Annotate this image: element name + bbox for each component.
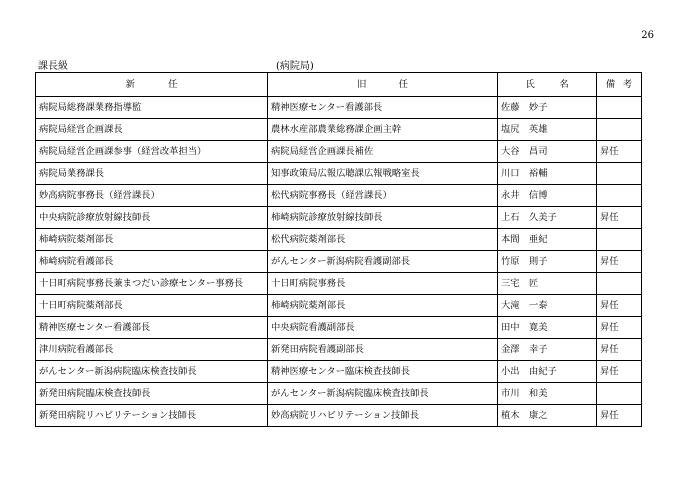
- cell-old-post: がんセンター新潟病院看護副部長: [268, 251, 498, 273]
- table-row: [36, 163, 642, 185]
- table-row: [36, 383, 642, 405]
- table-row: [36, 97, 642, 119]
- table-row: [36, 251, 642, 273]
- cell-name: 小出 由紀子: [498, 361, 597, 383]
- table-row: [36, 141, 642, 163]
- cell-remarks: [597, 273, 642, 295]
- cell-old-post: 松代病院薬剤部長: [268, 229, 498, 251]
- cell-old-post: 農林水産部農業総務課企画主幹: [268, 119, 498, 141]
- personnel-table: [35, 72, 642, 427]
- table-row: [36, 229, 642, 251]
- page-number: 26: [641, 30, 654, 41]
- table-row: [36, 405, 642, 427]
- cell-name: 上石 久美子: [498, 207, 597, 229]
- cell-old-post: 新発田病院看護副部長: [268, 339, 498, 361]
- cell-name: 川口 裕輔: [498, 163, 597, 185]
- cell-old-post: 精神医療センター臨床検査技師長: [268, 361, 498, 383]
- cell-name: 三宅 匠: [498, 273, 597, 295]
- cell-new-post: 病院局経営企画課長: [36, 119, 268, 141]
- cell-old-post: 松代病院事務長（経営課長）: [268, 185, 498, 207]
- header-old-post: 旧 任: [268, 73, 498, 97]
- cell-new-post: 妙高病院事務長（経営課長）: [36, 185, 268, 207]
- cell-remarks: 昇任: [597, 141, 642, 163]
- cell-new-post: 中央病院診療放射線技師長: [36, 207, 268, 229]
- table-row: [36, 339, 642, 361]
- cell-remarks: 昇任: [597, 361, 642, 383]
- cell-remarks: 昇任: [597, 207, 642, 229]
- header-name: 氏 名: [498, 73, 597, 97]
- cell-name: 大滝 一泰: [498, 295, 597, 317]
- cell-old-post: 知事政策局広報広聴課広報戦略室長: [268, 163, 498, 185]
- cell-new-post: 柿崎病院薬剤部長: [36, 229, 268, 251]
- cell-name: 竹原 則子: [498, 251, 597, 273]
- cell-name: 田中 寛美: [498, 317, 597, 339]
- section-label: 課長級: [38, 61, 68, 72]
- cell-name: 植木 康之: [498, 405, 597, 427]
- cell-remarks: 昇任: [597, 295, 642, 317]
- table-row: [36, 207, 642, 229]
- cell-remarks: [597, 119, 642, 141]
- cell-remarks: 昇任: [597, 251, 642, 273]
- header-remarks: 備 考: [597, 73, 642, 97]
- cell-remarks: [597, 383, 642, 405]
- cell-new-post: 新発田病院リハビリテーション技師長: [36, 405, 268, 427]
- cell-remarks: 昇任: [597, 339, 642, 361]
- cell-old-post: 妙高病院リハビリテーション技師長: [268, 405, 498, 427]
- table-row: [36, 119, 642, 141]
- cell-new-post: 十日町病院薬剤部長: [36, 295, 268, 317]
- cell-new-post: がんセンター新潟病院臨床検査技師長: [36, 361, 268, 383]
- cell-new-post: 病院局経営企画課参事（経営改革担当）: [36, 141, 268, 163]
- cell-name: 金澤 幸子: [498, 339, 597, 361]
- cell-old-post: 十日町病院事務長: [268, 273, 498, 295]
- header-new-post: 新 任: [36, 73, 268, 97]
- cell-old-post: がんセンター新潟病院臨床検査技師長: [268, 383, 498, 405]
- cell-remarks: [597, 163, 642, 185]
- cell-new-post: 新発田病院臨床検査技師長: [36, 383, 268, 405]
- cell-old-post: 精神医療センター看護部長: [268, 97, 498, 119]
- cell-name: 佐藤 妙子: [498, 97, 597, 119]
- cell-remarks: 昇任: [597, 317, 642, 339]
- table-row: [36, 273, 642, 295]
- cell-name: 市川 和美: [498, 383, 597, 405]
- cell-new-post: 病院局業務課長: [36, 163, 268, 185]
- cell-old-post: 中央病院看護副部長: [268, 317, 498, 339]
- table-row: [36, 361, 642, 383]
- cell-old-post: 柿崎病院診療放射線技師長: [268, 207, 498, 229]
- cell-name: 大谷 昌司: [498, 141, 597, 163]
- cell-old-post: 病院局経営企画課長補佐: [268, 141, 498, 163]
- table-header-row: [36, 73, 642, 97]
- cell-name: 永井 信博: [498, 185, 597, 207]
- cell-new-post: 柿崎病院看護部長: [36, 251, 268, 273]
- cell-remarks: 昇任: [597, 405, 642, 427]
- table-row: [36, 317, 642, 339]
- cell-name: 本間 亜紀: [498, 229, 597, 251]
- cell-remarks: [597, 229, 642, 251]
- cell-name: 塩尻 英雄: [498, 119, 597, 141]
- cell-remarks: [597, 185, 642, 207]
- cell-old-post: 柿崎病院薬剤部長: [268, 295, 498, 317]
- table-row: [36, 185, 642, 207]
- cell-new-post: 津川病院看護部長: [36, 339, 268, 361]
- cell-new-post: 十日町病院事務長兼まつだい診療センター事務長: [36, 273, 268, 295]
- cell-new-post: 精神医療センター看護部長: [36, 317, 268, 339]
- table-row: [36, 295, 642, 317]
- cell-new-post: 病院局総務課業務指導監: [36, 97, 268, 119]
- department-label: (病院局): [276, 61, 314, 72]
- cell-remarks: [597, 97, 642, 119]
